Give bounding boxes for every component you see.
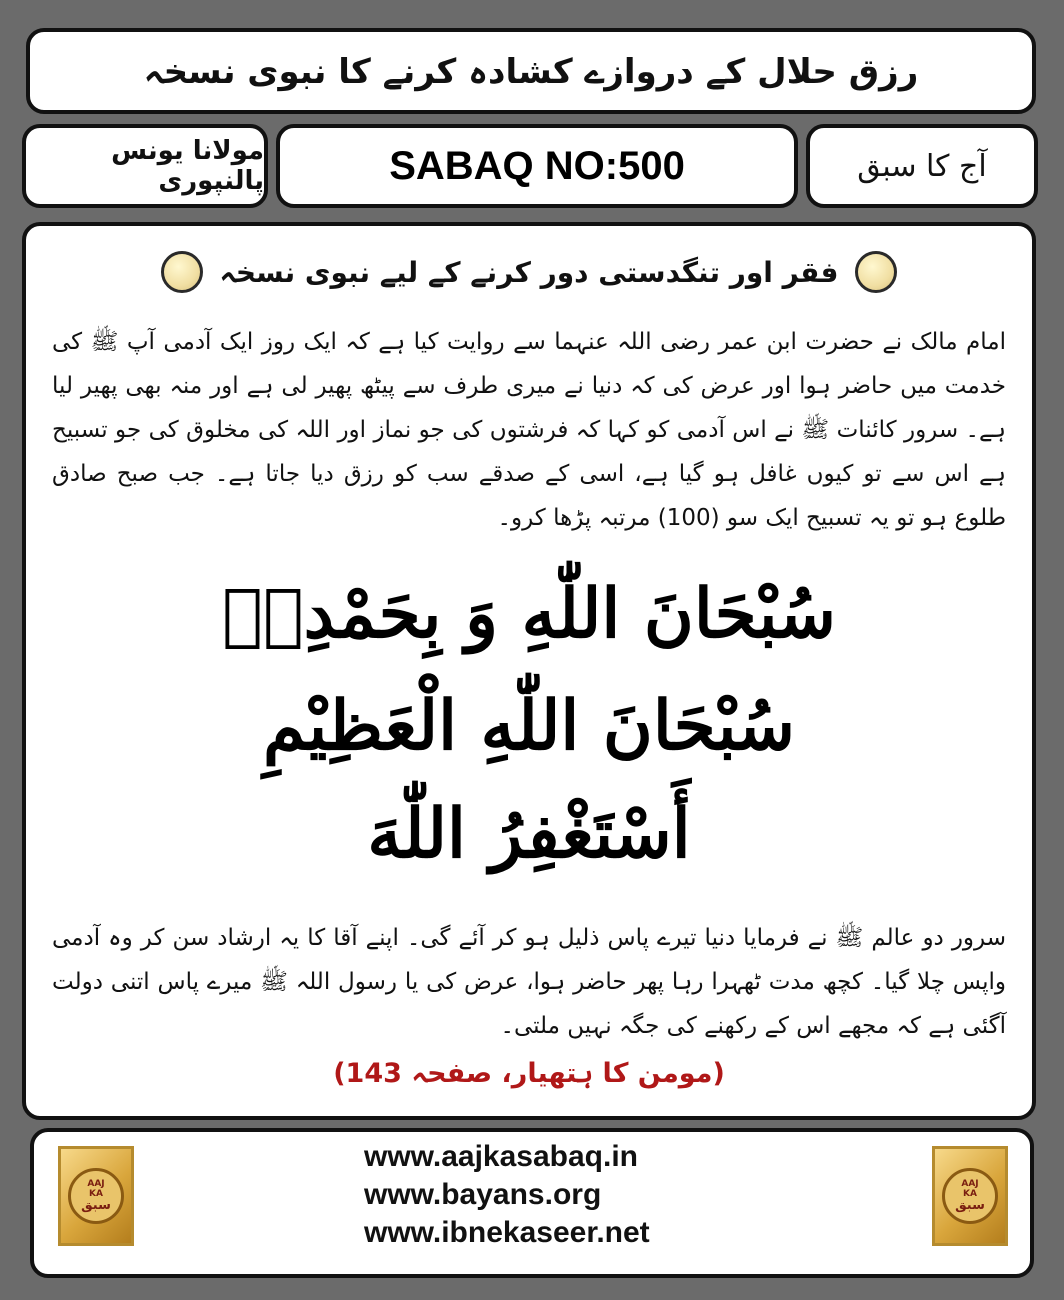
link-bayans[interactable]: www.bayans.org [364,1178,602,1211]
link-ibnekaseer[interactable]: www.ibnekaseer.net [364,1216,650,1249]
logo-text-line: سبق [81,1198,111,1213]
bullet-circle-icon [855,251,897,293]
section-heading-text: فقر اور تنگدستی دور کرنے کے لیے نبوی نسخہ [219,255,839,289]
aaj-ka-sabaq-logo [58,1146,134,1246]
logo-text-line: KA [89,1189,103,1199]
author-box [22,124,268,208]
arabic-tasbih-line-2: سُبْحَانَ اللّٰهِ الْعَظِيْمِ [263,686,795,766]
logo-text-line: AAJ [87,1179,105,1189]
sabaq-number: SABAQ NO:500 [389,143,685,188]
outcome-paragraph: سرور دو عالم ﷺ نے فرمایا دنیا تیرے پاس ذلیل ہو کر آئے گی۔ اپنے آقا کا یہ ارشاد سن کر وہ آدمی واپس چلا گیا۔ کچھ مدت ٹھہرا رہا پھر حاضر ہوا، عرض کی یا رسول اللہ ﷺ میرے پاس اتنی دولت آگئی ہے کہ مجھے اس کے رکھنے کی جگہ نہیں ملتی۔ [52,925,1006,1039]
arabic-tasbih-line-3: أَسْتَغْفِرُ اللّٰهَ [367,794,691,874]
today-lesson-box [806,124,1038,208]
logo-text-line: AAJ [961,1179,979,1189]
footer [30,1128,1034,1278]
link-aajkasabaq[interactable]: www.aajkasabaq.in [364,1140,638,1173]
logo-text-line: KA [963,1189,977,1199]
narration-paragraph: امام مالک نے حضرت ابن عمر رضی اللہ عنہما سے روایت کیا ہے کہ ایک روز ایک آدمی آپ ﷺ کی خدمت میں حاضر ہوا اور عرض کی کہ دنیا نے میری طرف سے پیٹھ پھیر لی ہے اور منہ بھی پھیر لیا ہے۔ سرور کائنات ﷺ نے اس آدمی کو کہا کہ فرشتوں کی جو نماز اور اللہ کی مخلوق کی جو تسبیح ہے اس سے تو کیوں غافل ہو گیا ہے، اسی کے صدقے سب کو رزق دیا جاتا ہے۔ جب صبح صادق طلوع ہو تو یہ تسبیح ایک سو (100) مرتبہ پڑھا کرو۔ [52,329,1006,531]
section-heading [26,242,1032,302]
author-name: مولانا یونس پالنپوری [111,136,264,196]
logo-text-line: سبق [955,1198,985,1213]
today-lesson-label: آج کا سبق [857,148,987,184]
page-title: رزق حلال کے دروازے کشادہ کرنے کا نبوی نسخہ [143,51,919,92]
lesson-content [22,222,1036,1120]
sabaq-number-box [276,124,798,208]
book-reference: (مومن کا ہتھیار، صفحہ 143) [333,1058,725,1089]
title-box [26,28,1036,114]
bullet-circle-icon [161,251,203,293]
arabic-tasbih-line-1: سُبْحَانَ اللّٰهِ وَ بِحَمْدِهٖ [222,574,836,654]
website-links [364,1138,764,1252]
aaj-ka-sabaq-logo [932,1146,1008,1246]
